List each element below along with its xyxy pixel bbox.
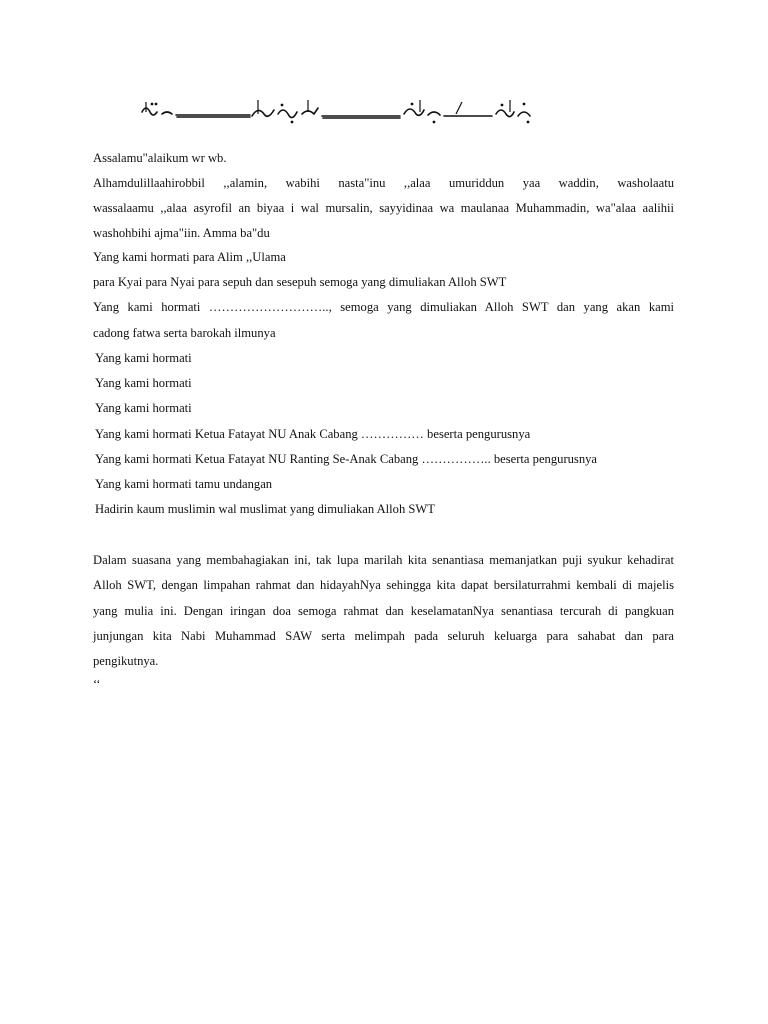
opening-paragraph-line-2: Alloh SWT, dengan limpahan rahmat dan hidayahNya sehingga kita dapat bersilaturrahmi kembali di majelis xyxy=(93,578,674,592)
salutation-ulama: Yang kami hormati para Alim ,,Ulama xyxy=(93,250,286,264)
trailing-quote-mark: ‘‘ xyxy=(93,677,101,691)
bismillah-calligraphy xyxy=(132,94,536,128)
respected-line: Yang kami hormati xyxy=(95,351,192,365)
guest-line-2: cadong fatwa serta barokah ilmunya xyxy=(93,326,276,340)
salutation-kyai: para Kyai para Nyai para sepuh dan sesepuh semoga yang dimuliakan Alloh SWT xyxy=(93,275,507,289)
respected-audience: Hadirin kaum muslimin wal muslimat yang dimuliakan Alloh SWT xyxy=(95,502,435,516)
greeting: Assalamu"alaikum wr wb. xyxy=(93,151,227,165)
respected-line: Yang kami hormati xyxy=(95,376,192,390)
respected-guests: Yang kami hormati tamu undangan xyxy=(95,477,273,491)
guest-line-1: Yang kami hormati ……………………….., semoga yang dimuliakan Alloh SWT dan yang akan kami xyxy=(93,300,674,314)
respected-line: Yang kami hormati xyxy=(95,401,192,415)
opening-paragraph-line-4: junjungan kita Nabi Muhammad SAW serta melimpah pada seluruh keluarga para sahabat dan para xyxy=(93,629,674,643)
opening-paragraph-line-5: pengikutnya. xyxy=(93,654,159,668)
respected-fatayat-ranting: Yang kami hormati Ketua Fatayat NU Ranting Se-Anak Cabang …………….. beserta pengurusnya xyxy=(95,452,598,466)
respected-fatayat-anak-cabang: Yang kami hormati Ketua Fatayat NU Anak Cabang …………… beserta pengurusnya xyxy=(95,427,531,441)
hamdalah-line-3: washohbihi ajma"iin. Amma ba"du xyxy=(93,226,270,240)
opening-paragraph-line-3: yang mulia ini. Dengan iringan doa semoga rahmat dan keselamatanNya senantiasa tercurah di pangkuan xyxy=(93,604,674,618)
opening-paragraph-line-1: Dalam suasana yang membahagiakan ini, tak lupa marilah kita senantiasa memanjatkan puji syukur kehadirat xyxy=(93,553,674,567)
hamdalah-line-1: Alhamdulillaahirobbil ,,alamin, wabihi nasta"inu ,,alaa umuriddun yaa waddin, washolaatu xyxy=(93,176,674,190)
hamdalah-line-2: wassalaamu ,,alaa asyrofil an biyaa i wal mursalin, sayyidinaa wa maulanaa Muhammadin, wa"alaa aalihii xyxy=(93,201,674,215)
